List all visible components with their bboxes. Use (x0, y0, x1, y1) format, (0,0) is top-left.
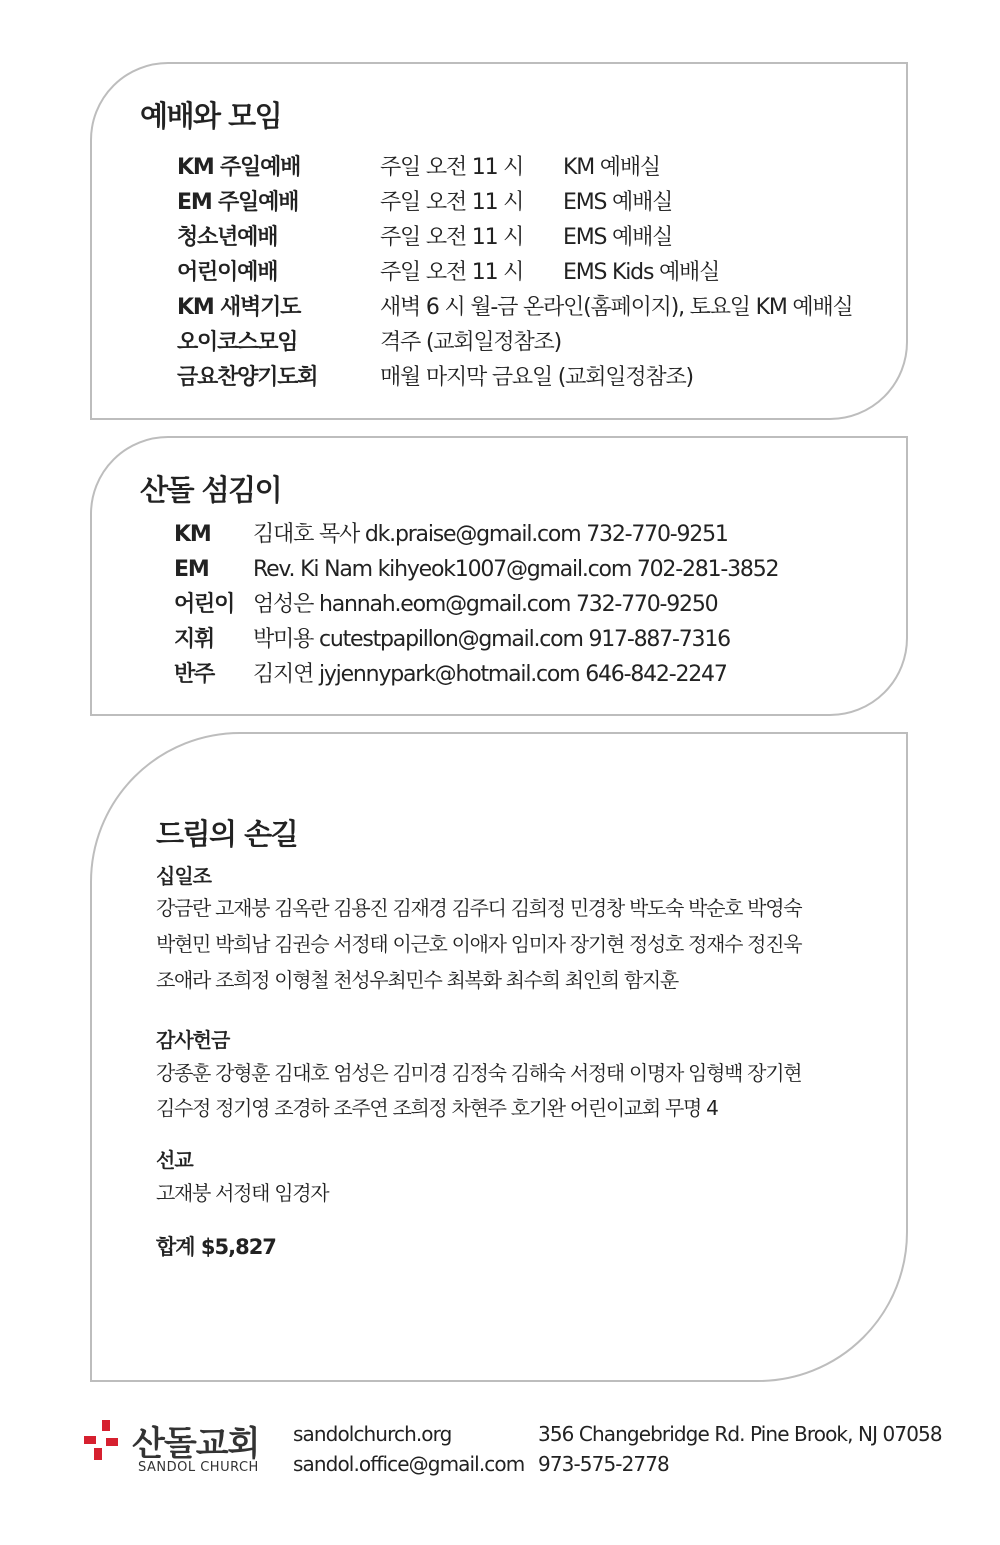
servants-title: 산돌 섬김이 (140, 473, 282, 507)
church-website[interactable]: sandolchurch.org (293, 1422, 452, 1446)
worship-time: 새벽 6 시 월-금 온라인(홈페이지), 토요일 KM 예배실 (380, 295, 853, 320)
worship-time: 주일 오전 11 시 (380, 190, 524, 215)
worship-name: 금요찬양기도회 (177, 365, 318, 390)
worship-name: 오이코스모임 (177, 330, 298, 355)
worship-time: 매월 마지막 금요일 (교회일정참조) (380, 365, 693, 390)
worship-name: 어린이예배 (177, 260, 278, 285)
thanks-label: 감사헌금 (156, 1028, 230, 1052)
church-logo (80, 1416, 270, 1480)
tithe-names-line: 박현민 박희남 김권승 서정태 이근호 이애자 임미자 장기현 정성호 정재수 정진욱 (156, 932, 802, 956)
worship-time: 주일 오전 11 시 (380, 260, 524, 285)
servant-role: 어린이 (174, 592, 235, 617)
worship-place: EMS 예배실 (563, 225, 673, 250)
servant-role: EM (174, 557, 209, 582)
worship-time: 격주 (교회일정참조) (380, 330, 561, 355)
church-phone: 973-575-2778 (538, 1452, 669, 1476)
mission-names-line: 고재붕 서정태 임경자 (156, 1181, 329, 1205)
tithe-label: 십일조 (156, 864, 211, 888)
servant-role: 지휘 (174, 627, 215, 652)
servant-info: 박미용 cutestpapillon@gmail.com 917-887-7316 (253, 627, 730, 652)
servant-role: KM (174, 522, 211, 547)
church-logo-mark-icon (80, 1416, 126, 1462)
worship-name: KM 새벽기도 (177, 295, 301, 320)
worship-name: KM 주일예배 (177, 155, 301, 180)
servant-role: 반주 (174, 662, 215, 687)
worship-place: EMS 예배실 (563, 190, 673, 215)
thanks-names-line: 김수정 정기영 조경하 조주연 조희정 차현주 호기완 어린이교회 무명 4 (156, 1096, 718, 1120)
worship-time: 주일 오전 11 시 (380, 155, 524, 180)
thanks-names-line: 강종훈 강형훈 김대호 엄성은 김미경 김정숙 김해숙 서정태 이명자 임형백 장기현 (156, 1061, 802, 1085)
servant-info: 김대호 목사 dk.praise@gmail.com 732-770-9251 (253, 522, 728, 547)
tithe-names-line: 강금란 고재붕 김옥란 김용진 김재경 김주디 김희정 민경창 박도숙 박순호 박영숙 (156, 896, 802, 920)
worship-place: KM 예배실 (563, 155, 660, 180)
worship-place: EMS Kids 예배실 (563, 260, 720, 285)
church-name-ko: 산돌교회 (132, 1424, 260, 1464)
church-address: 356 Changebridge Rd. Pine Brook, NJ 07058 (538, 1422, 942, 1446)
mission-label: 선교 (156, 1148, 193, 1172)
worship-time: 주일 오전 11 시 (380, 225, 524, 250)
offering-total: 합계 $5,827 (156, 1235, 276, 1259)
tithe-names-line: 조애라 조희정 이형철 천성우최민수 최복화 최수희 최인희 함지훈 (156, 968, 678, 992)
servant-info: 엄성은 hannah.eom@gmail.com 732-770-9250 (253, 592, 718, 617)
worship-name: 청소년예배 (177, 225, 278, 250)
offering-title: 드림의 손길 (156, 817, 298, 851)
worship-title: 예배와 모임 (140, 99, 282, 133)
servant-info: Rev. Ki Nam kihyeok1007@gmail.com 702-281-3852 (253, 557, 779, 582)
church-email[interactable]: sandol.office@gmail.com (293, 1452, 525, 1476)
church-name-en: SANDOL CHURCH (138, 1460, 259, 1475)
worship-name: EM 주일예배 (177, 190, 299, 215)
servant-info: 김지연 jyjennypark@hotmail.com 646-842-2247 (253, 662, 727, 687)
